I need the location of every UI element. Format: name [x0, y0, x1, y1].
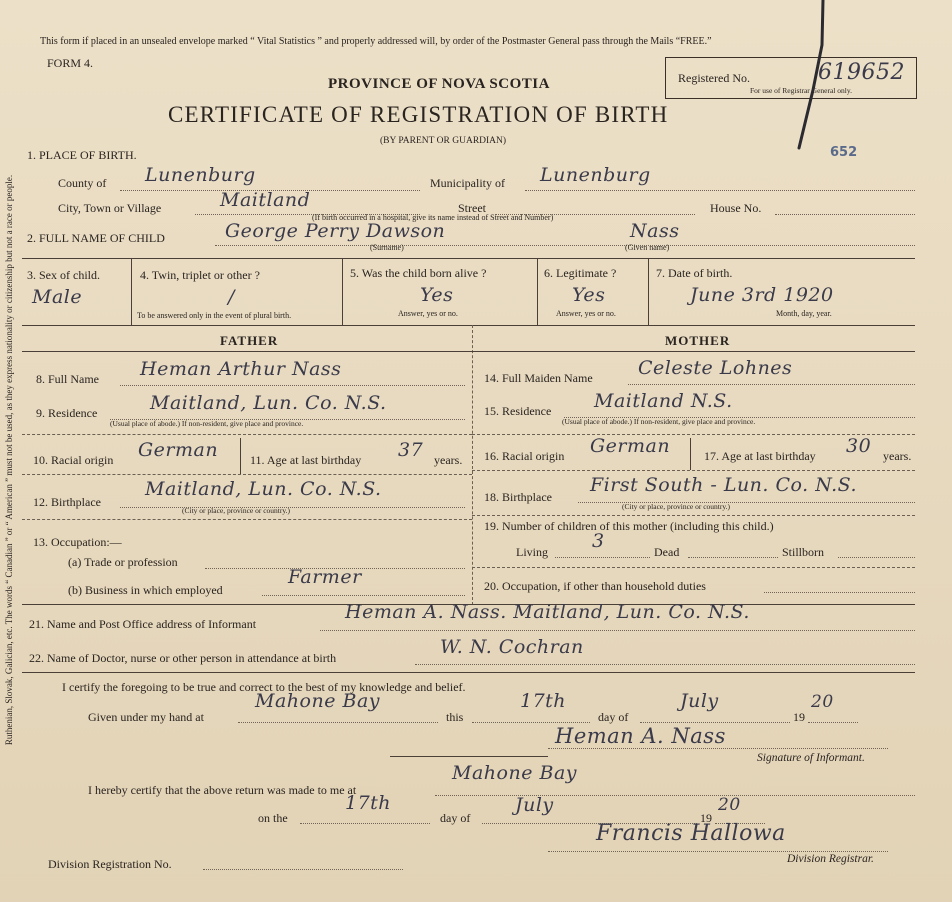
child-surname-value: Nass: [630, 220, 680, 242]
dead-label: Dead: [654, 545, 680, 559]
father-birthplace-value: Maitland, Lun. Co. N.S.: [145, 478, 382, 500]
house-number-label: House No.: [710, 201, 762, 215]
mother-residence-value: Maitland N.S.: [594, 390, 733, 412]
child-name-label: 2. FULL NAME OF CHILD: [27, 231, 165, 245]
on-the-label: on the: [258, 811, 288, 825]
born-alive-label: 5. Was the child born alive ?: [350, 266, 487, 280]
father-business-value: Farmer: [288, 566, 362, 588]
day-of-label: day of: [598, 710, 629, 724]
certificate-title: CERTIFICATE OF REGISTRATION OF BIRTH: [168, 102, 669, 127]
postage-notice: This form if placed in an unsealed envelope marked “ Vital Statistics ” and properly addressed will, by order of the Postmaster General pass through the Mails “FREE.”: [40, 36, 712, 47]
mother-racial-value: German: [590, 435, 671, 457]
father-name-label: 8. Full Name: [36, 372, 99, 386]
legitimate-value: Yes: [572, 284, 606, 306]
twin-note: To be answered only in the event of plural birth.: [137, 311, 292, 320]
pen-stroke-mark: [793, 0, 833, 150]
father-name-value: Heman Arthur Nass: [140, 358, 342, 380]
return-month: July: [515, 794, 554, 816]
hospital-note: (If birth occurred in a hospital, give its name instead of Street and Number): [312, 213, 554, 222]
father-racial-label: 10. Racial origin: [33, 453, 114, 467]
legitimate-note: Answer, yes or no.: [556, 309, 616, 318]
father-residence-value: Maitland, Lun. Co. N.S.: [150, 392, 387, 414]
given-year-prefix: 19: [793, 710, 805, 724]
mother-birthplace-value: First South - Lun. Co. N.S.: [590, 474, 858, 496]
mother-name-label: 14. Full Maiden Name: [484, 371, 593, 385]
father-business-label: (b) Business in which employed: [68, 583, 223, 597]
mother-occupation-label: 20. Occupation, if other than household duties: [484, 579, 706, 593]
registered-number: 619652: [818, 60, 905, 85]
registered-label: Registered No.: [678, 71, 750, 85]
father-racial-value: German: [138, 439, 219, 461]
mother-residence-label: 15. Residence: [484, 404, 552, 418]
father-heading: FATHER: [220, 333, 279, 348]
registrar-note: For use of Registrar General only.: [750, 86, 852, 95]
municipality-label: Municipality of: [430, 176, 505, 190]
signature-caption: Signature of Informant.: [757, 752, 865, 764]
father-residence-note: (Usual place of abode.) If non-resident, give place and province.: [110, 419, 304, 428]
county-label: County of: [58, 176, 107, 190]
living-value: 3: [592, 530, 605, 552]
certify-text: I certify the foregoing to be true and correct to the best of my knowledge and belief.: [62, 680, 466, 694]
city-label: City, Town or Village: [58, 201, 162, 215]
mother-birthplace-note: (City or place, province or country.): [622, 502, 731, 511]
side-notice: [0, 30, 18, 890]
form-number: FORM 4.: [47, 56, 94, 70]
mother-children-label: 19. Number of children of this mother (including this child.): [484, 519, 774, 533]
mother-racial-label: 16. Racial origin: [484, 449, 565, 463]
father-birthplace-label: 12. Birthplace: [33, 495, 101, 509]
mother-age-label: 17. Age at last birthday: [704, 449, 816, 463]
twin-label: 4. Twin, triplet or other ?: [140, 268, 260, 282]
sex-label: 3. Sex of child.: [27, 268, 100, 282]
informant-value: Heman A. Nass. Maitland, Lun. Co. N.S.: [345, 601, 750, 623]
stillborn-label: Stillborn: [782, 545, 825, 559]
city-value: Maitland: [220, 189, 311, 211]
doctor-label: 22. Name of Doctor, nurse or other person in attendance at birth: [29, 651, 337, 665]
father-age-label: 11. Age at last birthday: [250, 453, 362, 467]
dob-value: June 3rd 1920: [690, 284, 834, 306]
father-years: years.: [434, 453, 463, 467]
return-year-prefix: 19: [700, 811, 712, 825]
mother-residence-note: (Usual place of abode.) If non-resident, give place and province.: [562, 417, 756, 426]
given-year: 20: [811, 692, 834, 712]
return-text: I hereby certify that the above return was made to me at: [88, 783, 357, 797]
return-place: Mahone Bay: [452, 762, 578, 784]
dob-label: 7. Date of birth.: [656, 266, 733, 280]
mother-heading: MOTHER: [665, 333, 731, 348]
province-title: PROVINCE OF NOVA SCOTIA: [328, 76, 550, 92]
sex-value: Male: [32, 286, 83, 308]
mother-birthplace-label: 18. Birthplace: [484, 490, 552, 504]
certificate-subtitle: (BY PARENT OR GUARDIAN): [380, 136, 507, 146]
county-value: Lunenburg: [145, 164, 256, 186]
this-label: this: [446, 710, 464, 724]
given-under-label: Given under my hand at: [88, 710, 204, 724]
legitimate-label: 6. Legitimate ?: [544, 266, 617, 280]
given-month: July: [680, 690, 719, 712]
mother-name-value: Celeste Lohnes: [638, 357, 793, 379]
father-age-value: 37: [398, 439, 424, 461]
dob-note: Month, day, year.: [776, 309, 832, 318]
side-notice-text: Ruthenian, Slovak, Galician, etc. The words “ Canadian ” or “ American ” must not be used, as they express nationality or citizenship but not a race or people.: [4, 174, 14, 746]
place-of-birth-heading: 1. PLACE OF BIRTH.: [27, 148, 137, 162]
given-name-caption: (Given name): [625, 243, 670, 252]
father-occupation-label: 13. Occupation:—: [33, 535, 122, 549]
informant-label: 21. Name and Post Office address of Informant: [29, 617, 257, 631]
mother-age-value: 30: [846, 435, 872, 457]
born-alive-note: Answer, yes or no.: [398, 309, 458, 318]
division-registrar-caption: Division Registrar.: [787, 853, 874, 865]
born-alive-value: Yes: [420, 284, 454, 306]
stamp-number: 652: [830, 145, 858, 160]
mother-years: years.: [883, 449, 912, 463]
return-day: 17th: [345, 792, 392, 814]
registrar-signature: Francis Hallowa: [596, 821, 786, 846]
given-place: Mahone Bay: [255, 690, 381, 712]
return-day-of-label: day of: [440, 811, 471, 825]
informant-signature: Heman A. Nass: [555, 724, 726, 748]
father-birthplace-note: (City or place, province or country.): [182, 506, 291, 515]
child-name-value: George Perry Dawson: [225, 220, 446, 242]
municipality-value: Lunenburg: [540, 164, 651, 186]
given-day: 17th: [520, 690, 567, 712]
street-label: Street: [458, 201, 486, 215]
division-registration-label: Division Registration No.: [48, 857, 172, 871]
surname-caption: (Surname): [370, 243, 404, 252]
father-trade-label: (a) Trade or profession: [68, 555, 178, 569]
father-residence-label: 9. Residence: [36, 406, 98, 420]
twin-value: /: [228, 286, 235, 308]
living-label: Living: [516, 545, 548, 559]
doctor-value: W. N. Cochran: [440, 636, 584, 658]
return-year: 20: [718, 795, 741, 815]
